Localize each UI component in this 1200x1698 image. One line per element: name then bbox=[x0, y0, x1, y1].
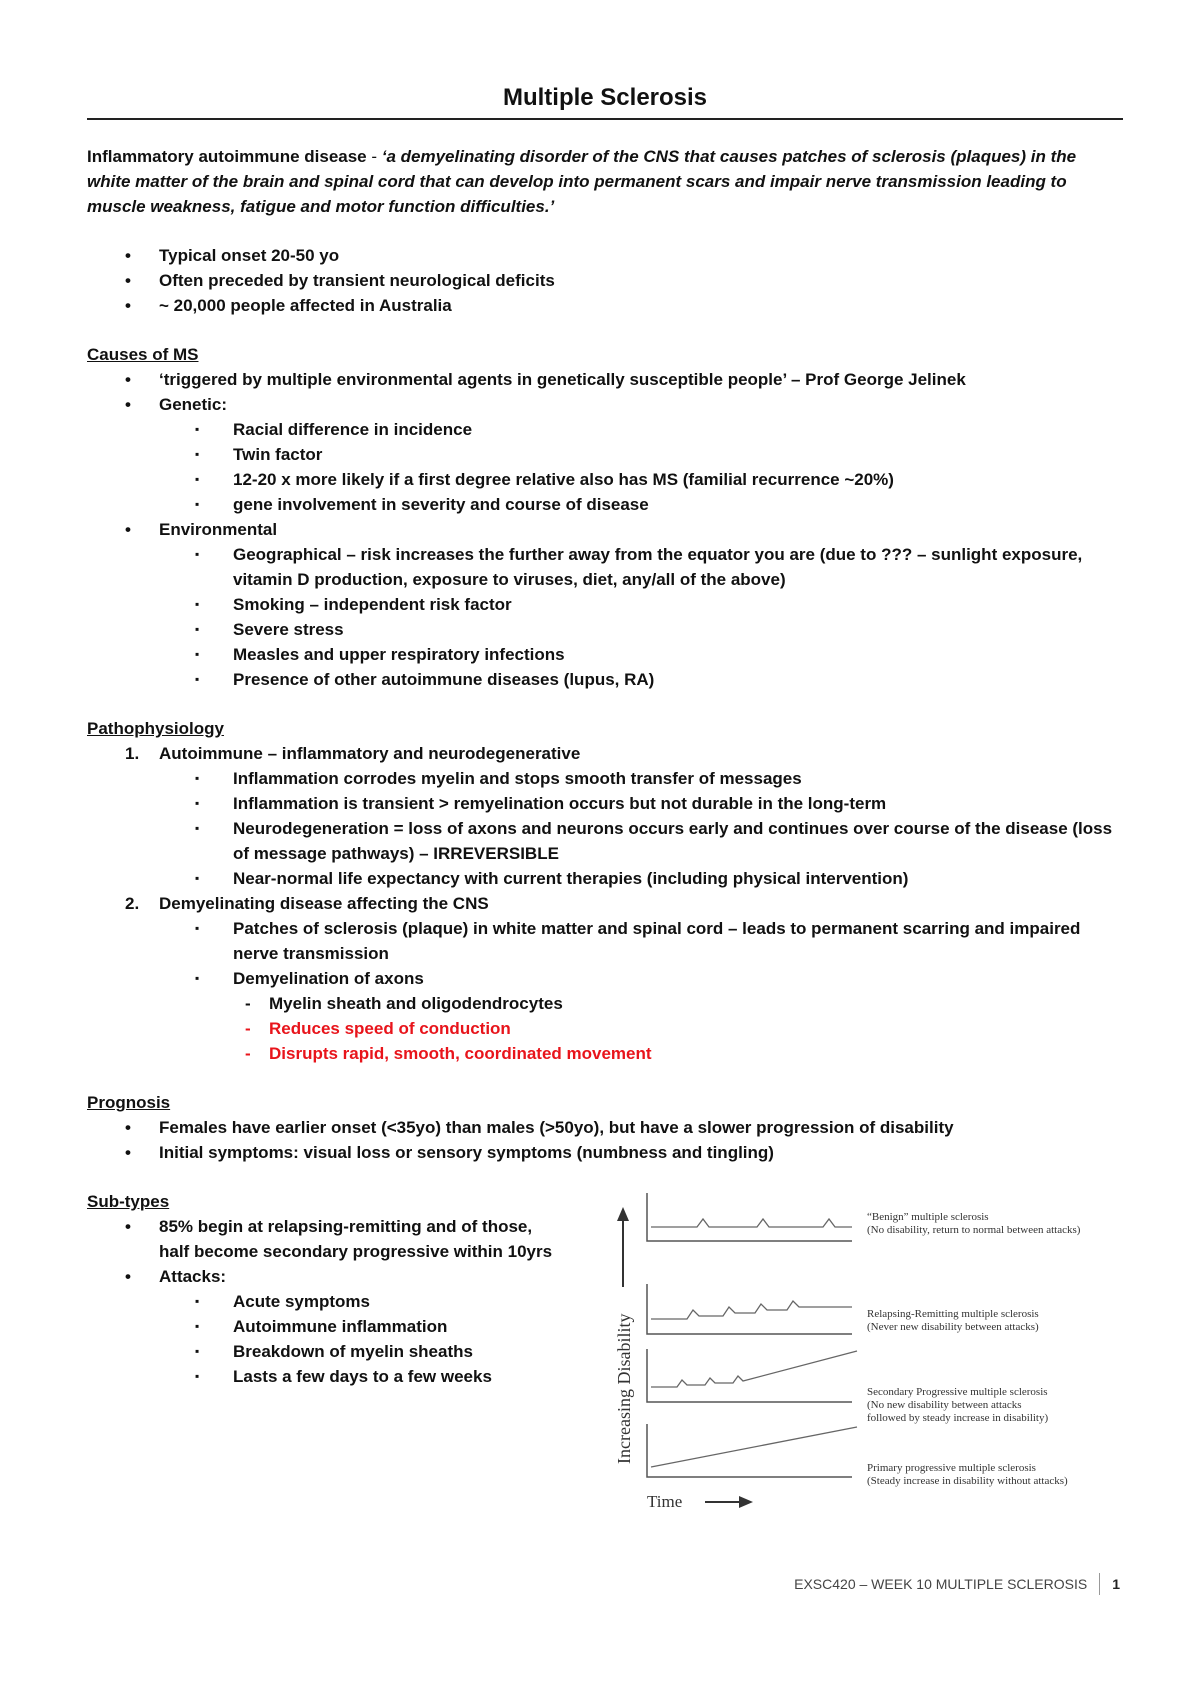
up-arrow-icon bbox=[617, 1207, 629, 1221]
list-item: • 85% begin at relapsing-remitting and of those, half become secondary progressive within 10yrs bbox=[87, 1214, 557, 1264]
secondary-progressive-curve bbox=[651, 1351, 857, 1387]
list-item: ▪ Lasts a few days to a few weeks bbox=[87, 1364, 557, 1389]
dash-marker: - bbox=[245, 1044, 251, 1063]
bullet-icon: • bbox=[125, 520, 131, 539]
list-item: • ‘triggered by multiple environmental agents in genetically susceptible people’ – Prof George Jelinek bbox=[87, 367, 1123, 392]
panel-note-line: followed by steady increase in disability) bbox=[867, 1412, 1049, 1424]
ms-subtypes-diagram bbox=[587, 1189, 1200, 1529]
benign-curve bbox=[651, 1219, 852, 1227]
list-item: ▪ Breakdown of myelin sheaths bbox=[87, 1339, 557, 1364]
bullet-icon: • bbox=[125, 246, 131, 265]
panel-axes bbox=[647, 1193, 852, 1241]
panel-note: (Never new disability between attacks) bbox=[867, 1321, 1039, 1333]
panel-title: Relapsing-Remitting multiple sclerosis bbox=[867, 1308, 1039, 1320]
list-item: ▪ Acute symptoms bbox=[87, 1289, 557, 1314]
list-item: ▪ Measles and upper respiratory infections bbox=[87, 642, 1123, 667]
list-item: ▪ Autoimmune inflammation bbox=[87, 1314, 557, 1339]
list-item: ▪ Inflammation is transient > remyelination occurs but not durable in the long-term bbox=[87, 791, 1123, 816]
bullet-icon: • bbox=[125, 1217, 131, 1236]
square-bullet-icon: ▪ bbox=[195, 871, 200, 885]
prognosis-list bbox=[87, 1115, 1123, 1165]
subtypes-heading: Sub-types bbox=[87, 1192, 170, 1211]
square-bullet-icon: ▪ bbox=[195, 672, 200, 686]
list-item-highlight: - Reduces speed of conduction bbox=[87, 1016, 1123, 1041]
square-bullet-icon: ▪ bbox=[195, 1319, 200, 1333]
list-item: 2. Demyelinating disease affecting the CNS bbox=[87, 891, 1123, 916]
right-arrow-icon bbox=[739, 1496, 753, 1508]
list-item: • Initial symptoms: visual loss or sensory symptoms (numbness and tingling) bbox=[87, 1140, 1123, 1165]
x-axis-label: Time bbox=[647, 1492, 683, 1511]
footer-divider bbox=[1099, 1573, 1100, 1595]
square-bullet-icon: ▪ bbox=[195, 1369, 200, 1383]
square-bullet-icon: ▪ bbox=[195, 622, 200, 636]
list-item: - Myelin sheath and oligodendrocytes bbox=[87, 991, 1123, 1016]
overview-list bbox=[87, 243, 1123, 318]
page-number: 1 bbox=[1112, 1576, 1120, 1592]
list-item: ▪ gene involvement in severity and course of disease bbox=[87, 492, 1123, 517]
bullet-icon: • bbox=[125, 370, 131, 389]
list-item: • Genetic: bbox=[87, 392, 1123, 417]
list-item: • Environmental bbox=[87, 517, 1123, 542]
square-bullet-icon: ▪ bbox=[195, 771, 200, 785]
list-item: ▪ Near-normal life expectancy with current therapies (including physical intervention) bbox=[87, 866, 1123, 891]
panel-title: Secondary Progressive multiple sclerosis bbox=[867, 1386, 1048, 1398]
causes-list bbox=[87, 367, 1123, 692]
dash-marker: - bbox=[245, 994, 251, 1013]
panel-note-line: (No new disability between attacks bbox=[867, 1399, 1022, 1411]
intro-lead: Inflammatory autoimmune disease bbox=[87, 147, 367, 166]
list-item: ▪ Neurodegeneration = loss of axons and neurons occurs early and continues over course of the disease (loss of message pathways) – IRREVERSIBLE bbox=[87, 816, 1123, 866]
panel-note: (Steady increase in disability without attacks) bbox=[867, 1475, 1068, 1487]
panel-axes bbox=[647, 1349, 852, 1402]
square-bullet-icon: ▪ bbox=[195, 472, 200, 486]
number-marker: 1. bbox=[125, 744, 140, 763]
square-bullet-icon: ▪ bbox=[195, 821, 200, 835]
pathophysiology-list bbox=[87, 741, 1123, 1066]
causes-heading: Causes of MS bbox=[87, 345, 199, 364]
list-item: 1. Autoimmune – inflammatory and neurodegenerative bbox=[87, 741, 1123, 766]
list-item: ▪ Patches of sclerosis (plaque) in white matter and spinal cord – leads to permanent scarring and impaired nerve transmission bbox=[87, 916, 1123, 966]
panel-title: “Benign” multiple sclerosis bbox=[867, 1211, 989, 1223]
list-item: ▪ Geographical – risk increases the further away from the equator you are (due to ??? – sunlight exposure, vitamin D production, exposure to viruses, diet, any/all of the above) bbox=[87, 542, 1123, 592]
square-bullet-icon: ▪ bbox=[195, 921, 200, 935]
bullet-icon: • bbox=[125, 296, 131, 315]
list-item: ▪ Inflammation corrodes myelin and stops smooth transfer of messages bbox=[87, 766, 1123, 791]
panel-axes bbox=[647, 1284, 852, 1334]
bullet-icon: • bbox=[125, 395, 131, 414]
square-bullet-icon: ▪ bbox=[195, 547, 200, 561]
bullet-icon: • bbox=[125, 1267, 131, 1286]
square-bullet-icon: ▪ bbox=[195, 447, 200, 461]
square-bullet-icon: ▪ bbox=[195, 796, 200, 810]
square-bullet-icon: ▪ bbox=[195, 647, 200, 661]
list-item: ▪ Smoking – independent risk factor bbox=[87, 592, 1123, 617]
subtypes-text bbox=[87, 1189, 557, 1389]
square-bullet-icon: ▪ bbox=[195, 422, 200, 436]
panel-title: Primary progressive multiple sclerosis bbox=[867, 1462, 1036, 1474]
list-item: ▪ Presence of other autoimmune diseases (lupus, RA) bbox=[87, 667, 1123, 692]
square-bullet-icon: ▪ bbox=[195, 497, 200, 511]
pathophysiology-heading: Pathophysiology bbox=[87, 719, 224, 738]
square-bullet-icon: ▪ bbox=[195, 1344, 200, 1358]
list-item: • Often preceded by transient neurological deficits bbox=[87, 268, 1123, 293]
subtypes-section bbox=[87, 1189, 1123, 1569]
page-title: Multiple Sclerosis bbox=[87, 84, 1123, 120]
list-item: • ~ 20,000 people affected in Australia bbox=[87, 293, 1123, 318]
dash-marker: - bbox=[245, 1019, 251, 1038]
list-item: • Attacks: bbox=[87, 1264, 557, 1289]
number-marker: 2. bbox=[125, 894, 140, 913]
square-bullet-icon: ▪ bbox=[195, 597, 200, 611]
bullet-icon: • bbox=[125, 271, 131, 290]
list-item: ▪ Twin factor bbox=[87, 442, 1123, 467]
square-bullet-icon: ▪ bbox=[195, 971, 200, 985]
intro-quote: ‘a demyelinating disorder of the CNS that causes patches of sclerosis (plaques) in the white matter of the brain and spinal cord that can develop into permanent scars and impair nerve transmission leading to muscle weakness, fatigue and motor function difficulties.’ bbox=[87, 147, 1077, 216]
list-item: ▪ Severe stress bbox=[87, 617, 1123, 642]
list-item: • Typical onset 20-50 yo bbox=[87, 243, 1123, 268]
list-item: ▪ 12-20 x more likely if a first degree relative also has MS (familial recurrence ~20%) bbox=[87, 467, 1123, 492]
primary-progressive-curve bbox=[651, 1427, 857, 1467]
bullet-icon: • bbox=[125, 1143, 131, 1162]
square-bullet-icon: ▪ bbox=[195, 1294, 200, 1308]
list-item: • Females have earlier onset (<35yo) than males (>50yo), but have a slower progression of disability bbox=[87, 1115, 1123, 1140]
panel-axes bbox=[647, 1424, 852, 1477]
footer-text: EXSC420 – WEEK 10 MULTIPLE SCLEROSIS bbox=[794, 1576, 1088, 1592]
list-item: ▪ Demyelination of axons bbox=[87, 966, 1123, 991]
prognosis-heading: Prognosis bbox=[87, 1093, 171, 1112]
y-axis-label: Increasing Disability bbox=[614, 1313, 634, 1464]
intro-dash: - bbox=[366, 147, 382, 166]
panel-note: (No disability, return to normal between attacks) bbox=[867, 1224, 1081, 1236]
relapsing-remitting-curve bbox=[651, 1301, 852, 1319]
document-page bbox=[87, 84, 1123, 1569]
list-item-highlight: - Disrupts rapid, smooth, coordinated movement bbox=[87, 1041, 1123, 1066]
bullet-icon: • bbox=[125, 1118, 131, 1137]
page-footer bbox=[794, 1573, 1120, 1595]
subtypes-list bbox=[87, 1214, 557, 1389]
intro-paragraph bbox=[87, 144, 1123, 219]
list-item: ▪ Racial difference in incidence bbox=[87, 417, 1123, 442]
